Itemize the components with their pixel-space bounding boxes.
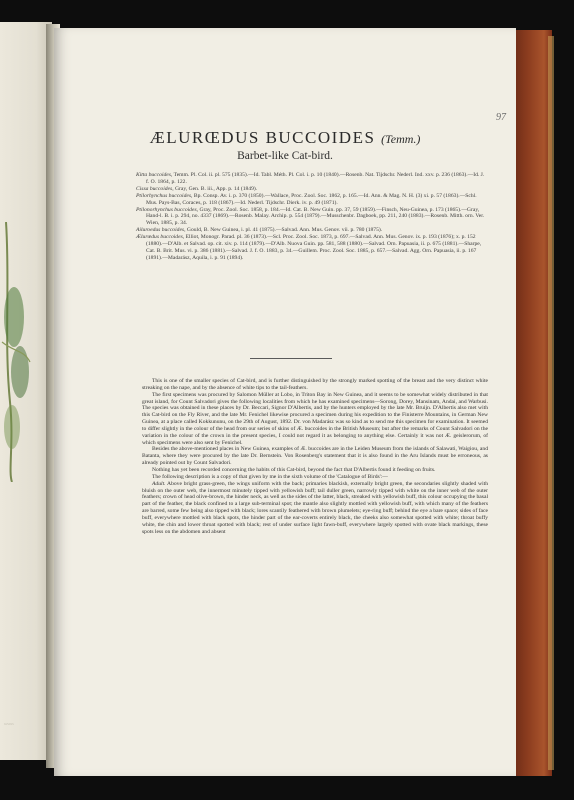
page-number: 97 (496, 112, 506, 123)
synonym-ref: Bp. Consp. Av. i. p. 370 (1850).—Wallace, Proc. Zool. Soc. 1862, p. 165.—Id. Ann. & Mag. N. H. (3) xi. p. 57 (1863).—Schl. Mus. Pays-Bas, Coraces, p. 118 (1867).—Id. Nederl. Tijdschr. Dierk. iv. p. 49 (1871). (146, 192, 477, 206)
description-text: Above bright grass-green, the wings uniform with the back; primaries blackish, externally bright green, the secondaries slightly shaded with bluish on the outer web, the innermost minutely tipped with yellowish buff; tail duller green, narrowly tipped with white on the inner web of the outer feathers; crown of head olive-brown, the hinder neck, as well as the sides of the latter, black, streaked with yellowish buff, this colour occupying the basal part of the feather, the black confined to a large sub-terminal spot; the mantle also slightly mottled with yellowish buff, with which many of the feathers are barred, some few being also tipped with black; lores scantily feathered with brown plumelets; eye-ring buff; behind the eye a bare space; sides of face buff, everywhere mottled with black spots, the hinder part of the ear-coverts entirely black, the cheeks also somewhat spotted with white; throat buffy white, the chin and lower throat spotted with black; rest of under surface light fawn-buff, everywhere largely spotted with ovate black markings, these spots less on the abdomen and absent (142, 480, 488, 535)
common-name: Barbet-like Cat-bird. (237, 150, 333, 162)
section-divider (250, 358, 332, 359)
body-paragraph: The following description is a copy of that given by me in the sixth volume of the 'Catalogue of Birds':— (152, 473, 388, 480)
synonym-name: Ailuroedus buccoides, (136, 227, 186, 234)
body-paragraph: Nothing has yet been recorded concerning the habits of this Cat-bird, beyond the fact that D'Albertis found it feeding on fruits. (152, 466, 436, 473)
synonym-entry (136, 186, 488, 193)
species-account (142, 378, 488, 535)
synonym-name: Ptilorhynchus buccoides, (136, 192, 193, 199)
species-title (54, 128, 516, 148)
species-name: ÆLURŒDUS BUCCOIDES (149, 128, 376, 147)
synonym-name: Ælurœdus buccoides, (136, 234, 185, 241)
synonym-name: Kitta buccoides, (136, 172, 173, 178)
plate-caption: ~~~~~~ (4, 722, 14, 726)
description-paragraph (142, 481, 488, 536)
synonym-entry (136, 207, 488, 228)
synonym-ref: Gould, B. New Guinea, i. pl. 41 (1875).—Salvad. Ann. Mus. Genov. vii. p. 780 (1875). (186, 227, 383, 234)
species-author: (Temm.) (381, 132, 421, 146)
synonym-ref: Elliot, Monogr. Parad. pl. 36 (1873).—Scl. Proc. Zool. Soc. 1873, p. 697.—Salvad. Ann. Mus. Genov. ix. p. 193 (1876); x. p. 152 (1880).—D'Alb. et Salvad. op. cit. xiv. p. 114 (1879).—D'Alb. Nuova Guin. pp. 581, 588 (1880).—Salvad. Orn. Papuasia, ii. p. 675 (1881).—Sharpe, Cat. B. Brit. Mus. vi. p. 386 (1881).—Salvad. J. f. O. 1883, p. 34.—Guillem. Proc. Zool. Soc. 1885, p. 657.—Salvad. Agg. Orn. Papuasia, ii. p. 167 (1891).—Madarász, Aquila, i. p. 91 (1894). (146, 234, 482, 261)
synonym-entry (136, 234, 488, 262)
synonym-ref: Gray, Proc. Zool. Soc. 1858, p. 184.—Id. Cat. B. New Guin. pp. 37, 59 (1859).—Finsch, Neu-Guinea, p. 173 (1865).—Gray, Hand-l. B. i. p. 294, no. 4337 (1869).—Rosenb. Malay. Archip. p. 554 (1879).—Musschenbr. Dagboek, pp. 211, 240 (1883).—Rosenb. Mitth. orn. Ver. Wien, 1885, p. 34. (146, 206, 485, 227)
synonym-ref: Gray, Gen. B. iii., App. p. 14 (1849). (175, 185, 258, 192)
synonym-name: Ptilonorhynchus buccoides, (136, 206, 199, 213)
synonym-entry (136, 172, 488, 186)
synonym-name: Cissa buccoides, (136, 185, 174, 192)
description-lead: Adult. (152, 480, 166, 487)
facing-plate-page (0, 22, 52, 760)
leather-cover-edge (512, 30, 552, 776)
synonym-ref: Temm. Pl. Col. ii. pl. 575 (1835).—Id. Tabl. Méth. Pl. Col. i. p. 10 (1840).—Rosenb. Nat. Tijdschr. Nederl. Ind. xxv. p. 236 (1863).—Id. J. f. O. 1864, p. 122. (146, 172, 485, 185)
text-page (54, 28, 516, 776)
body-paragraph: This is one of the smaller species of Cat-bird, and is further distinguished by the strongly marked spotting of the breast and the very distinct white streaking on the nape, and by the absence of white tips to the tail-feathers. (142, 378, 488, 391)
gilt-edge (548, 36, 554, 770)
bird-illustration-fragment (0, 222, 32, 482)
body-paragraph: The first specimens was procured by Salomon Müller at Lobo, in Triton Bay in New Guinea, and it seems to be somewhat widely distributed in that great island, for Count Salvadori gives the following localities from which he has examined specimens—Sorong, Dorey, Mansinam, Andai, and Warbusi. The species was obtained in these places by Dr. Beccari, Signor D'Albertis, and by the hunters employed by the late Mr. Bruijn. D'Albertis also met with this Cat-bird on the Fly River, and the late Mr. Fenichel likewise procured a specimen during his expedition to the Finisterre Mountains, in German New Guinea, at a place called Kokkununu, on the 29th of August, 1892. Dr. von Madarász was so kind as to send me this specimen for examination. It seemed to differ slightly in the colour of the head from our series of skins of Æ. buccoides in the British Museum; but after the remarks of Count Salvadori on the variation in the colour of the crown in the present species, I could not regard it as belonging to anything else. Certainly it was not Æ. geislerorum, of which specimens were also sent by Fenichel. (142, 391, 488, 446)
body-paragraph: Besides the above-mentioned places in New Guinea, examples of Æ. buccoides are in the Leiden Museum from the islands of Salawati, Waigiou, and Batanta, where they were procured by the late Dr. Bernstein. Von Rosenberg's statement that it is also found in the Aru Islands must be erroneous, as already pointed out by Count Salvadori. (142, 446, 488, 467)
synonym-entry (136, 193, 488, 207)
synonymy-list (136, 172, 488, 262)
